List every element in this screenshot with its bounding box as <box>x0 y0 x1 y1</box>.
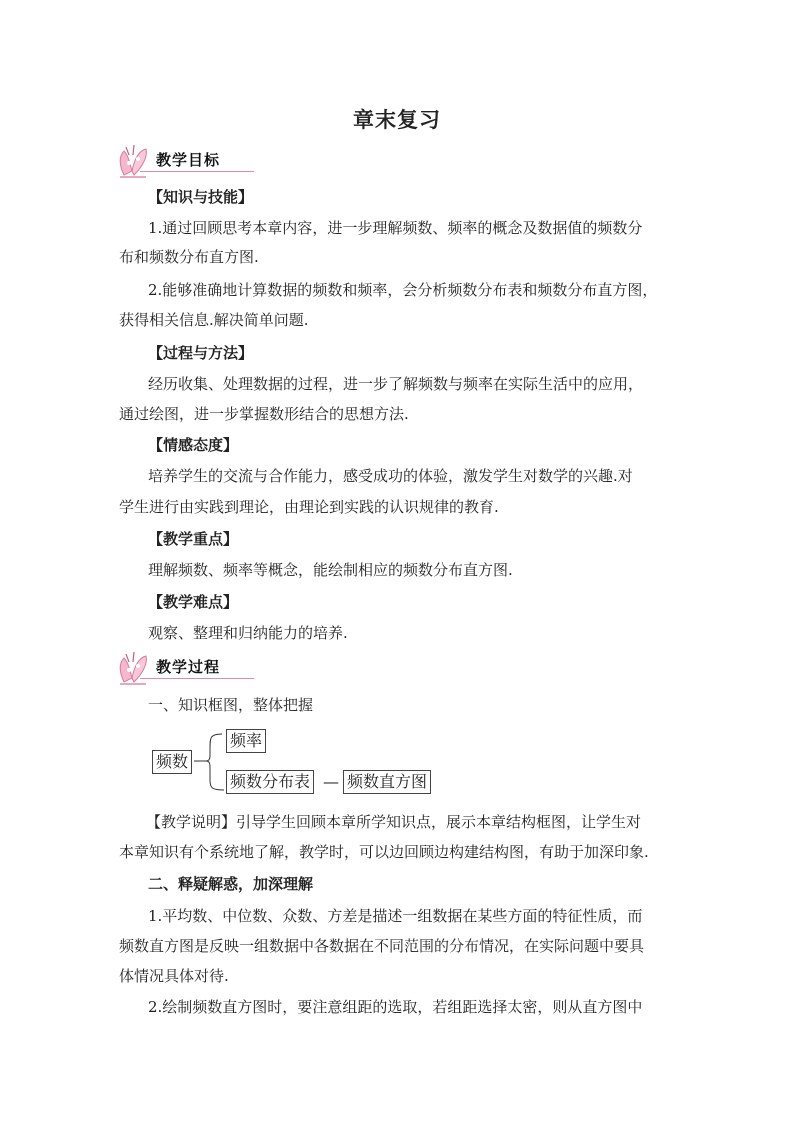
section-badge-process <box>116 652 266 686</box>
paragraph-line: 体情况具体对待. <box>119 967 229 985</box>
heading-knowledge: 【知识与技能】 <box>148 188 254 206</box>
section-badge-goals <box>116 145 266 179</box>
node-frequency-rate: 频率 <box>226 729 266 753</box>
paragraph-line: 本章知识有个系统地了解，教学时，可以边回顾边构建结构图，有助于加深印象. <box>119 843 649 861</box>
section-label: 教学目标 <box>156 151 221 169</box>
paragraph-line: 理解频数、频率等概念，能绘制相应的频数分布直方图. <box>148 561 513 579</box>
paragraph-line: 布和频数分布直方图. <box>119 248 259 266</box>
paragraph-line: 经历收集、处理数据的过程，进一步了解频数与频率在实际生活中的应用， <box>148 375 644 393</box>
paragraph-line: 获得相关信息.解决简单问题. <box>119 311 309 329</box>
heading-attitude: 【情感态度】 <box>148 436 239 454</box>
brace-connector <box>194 728 230 798</box>
node-frequency-table: 频数分布表 <box>226 770 314 794</box>
paragraph-line: 观察、整理和归纳能力的培养. <box>148 624 348 642</box>
page-title: 章末复习 <box>353 107 441 132</box>
step-heading: 一、知识框图，整体把握 <box>148 696 314 714</box>
paragraph-line: 培养学生的交流与合作能力，感受成功的体验，激发学生对数学的兴趣.对 <box>148 467 633 485</box>
node-frequency-count: 频数 <box>152 750 192 774</box>
badge-underline <box>140 678 254 679</box>
heading-difficult: 【教学难点】 <box>148 593 239 611</box>
paragraph-line: 2.能够准确地计算数据的频数和频率，会分析频数分布表和频数分布直方图， <box>148 281 658 299</box>
section-label: 教学过程 <box>156 658 221 676</box>
diagram-dash: — <box>323 772 339 791</box>
butterfly-icon <box>116 652 156 686</box>
paragraph-line: 频数直方图是反映一组数据中各数据在不同范围的分布情况，在实际问题中要具 <box>119 937 645 955</box>
step-heading: 二、释疑解惑，加深理解 <box>148 875 314 893</box>
paragraph-line: 学生进行由实践到理论，由理论到实践的认识规律的教育. <box>119 498 499 516</box>
heading-method: 【过程与方法】 <box>148 344 254 362</box>
heading-key: 【教学重点】 <box>148 530 239 548</box>
butterfly-icon <box>116 145 156 179</box>
node-frequency-histogram: 频数直方图 <box>343 770 431 794</box>
paragraph-line: 2.绘制频数直方图时，要注意组距的选取，若组距选择太密，则从直方图中 <box>148 998 643 1016</box>
paragraph-line: 通过绘图，进一步掌握数形结合的思想方法. <box>119 405 409 423</box>
paragraph-line: 1.平均数、中位数、众数、方差是描述一组数据在某些方面的特征性质，而 <box>148 907 643 925</box>
badge-underline <box>140 171 254 172</box>
paragraph-line: 1.通过回顾思考本章内容，进一步理解频数、频率的概念及数据值的频数分 <box>148 219 643 237</box>
paragraph-line: 【教学说明】引导学生回顾本章所学知识点，展示本章结构框图，让学生对 <box>146 813 642 831</box>
